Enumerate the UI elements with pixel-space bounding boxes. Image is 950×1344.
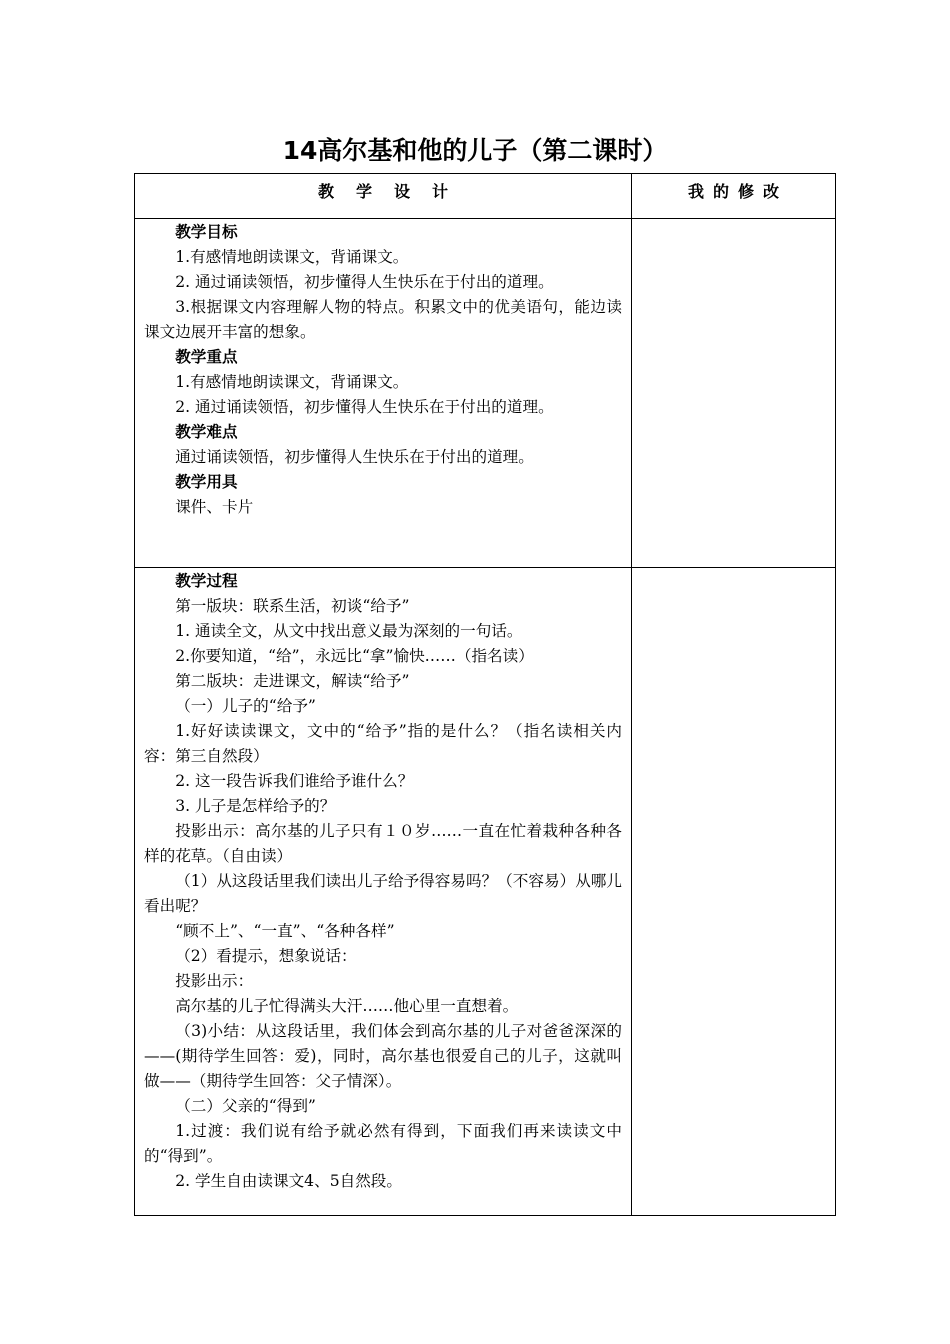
paragraph: 1. 通读全文，从文中找出意义最为深刻的一句话。 xyxy=(175,622,523,640)
revision-cell-objectives xyxy=(632,219,836,568)
paragraph: （1）从这段话里我们读出儿子给予得容易吗？（不容易）从哪儿看出呢？ xyxy=(144,872,622,915)
paragraph: 2.你要知道，“给”，永远比“拿”愉快……（指名读） xyxy=(175,647,534,665)
paragraph: （3)小结：从这段话里，我们体会到高尔基的儿子对爸爸深深的——(期待学生回答：爱)，同时，高尔基也很爱自己的儿子，这就叫做——（期待学生回答：父子情深）。 xyxy=(144,1022,622,1090)
paragraph: 2. 学生自由读课文4、5自然段。 xyxy=(175,1172,402,1190)
table-row-process xyxy=(135,568,836,1216)
revision-cell-process xyxy=(632,568,836,1216)
section-heading: 教学重点 xyxy=(175,348,238,366)
header-cell-design xyxy=(135,174,632,219)
header-design: 教学设计 xyxy=(317,182,470,201)
section-heading: 教学用具 xyxy=(175,473,238,491)
section-heading: 教学过程 xyxy=(175,572,238,590)
objectives-content xyxy=(135,219,631,520)
paragraph: （一）儿子的“给予” xyxy=(175,697,316,715)
paragraph: 2. 这一段告诉我们谁给予谁什么？ xyxy=(175,772,414,790)
table-row-objectives xyxy=(135,219,836,568)
section-heading: 教学目标 xyxy=(175,223,238,241)
paragraph: （二）父亲的“得到” xyxy=(175,1097,316,1115)
design-cell-objectives xyxy=(135,219,632,568)
page-title: 14高尔基和他的儿子（第二课时） xyxy=(282,136,668,165)
paragraph: 高尔基的儿子忙得满头大汗……他心里一直想着。 xyxy=(175,997,519,1015)
paragraph: 第一版块：联系生活，初谈“给予” xyxy=(175,597,410,615)
paragraph: 2. 通过诵读领悟，初步懂得人生快乐在于付出的道理。 xyxy=(175,273,554,291)
paragraph: 2. 通过诵读领悟，初步懂得人生快乐在于付出的道理。 xyxy=(175,398,554,416)
paragraph: 3.根据课文内容理解人物的特点。积累文中的优美语句，能边读课文边展开丰富的想象。 xyxy=(144,298,622,341)
header-revision: 我的修改 xyxy=(687,182,788,201)
paragraph: 1.好好读读课文，文中的“给予”指的是什么？（指名读相关内容：第三自然段） xyxy=(144,722,622,765)
design-cell-process xyxy=(135,568,632,1216)
section-heading: 教学难点 xyxy=(175,423,238,441)
table-header-row xyxy=(135,174,836,219)
paragraph: 课件、卡片 xyxy=(175,498,254,516)
paragraph: 投影出示： xyxy=(175,972,254,990)
lesson-plan-table xyxy=(134,173,836,1216)
paragraph: 1.有感情地朗读课文，背诵课文。 xyxy=(175,373,409,391)
paragraph: 1.过渡：我们说有给予就必然有得到，下面我们再来读读文中的“得到”。 xyxy=(144,1122,622,1165)
paragraph: “顾不上”、“一直”、“各种各样” xyxy=(175,922,395,940)
paragraph: 3. 儿子是怎样给予的？ xyxy=(175,797,336,815)
header-cell-revision xyxy=(632,174,836,219)
paragraph: 投影出示：高尔基的儿子只有１０岁……一直在忙着栽种各种各样的花草。（自由读） xyxy=(144,822,622,865)
paragraph: （2）看提示，想象说话： xyxy=(175,947,357,965)
paragraph: 通过诵读领悟，初步懂得人生快乐在于付出的道理。 xyxy=(175,448,534,466)
paragraph: 1.有感情地朗读课文，背诵课文。 xyxy=(175,248,409,266)
process-content xyxy=(135,568,631,1194)
paragraph: 第二版块：走进课文，解读“给予” xyxy=(175,672,410,690)
